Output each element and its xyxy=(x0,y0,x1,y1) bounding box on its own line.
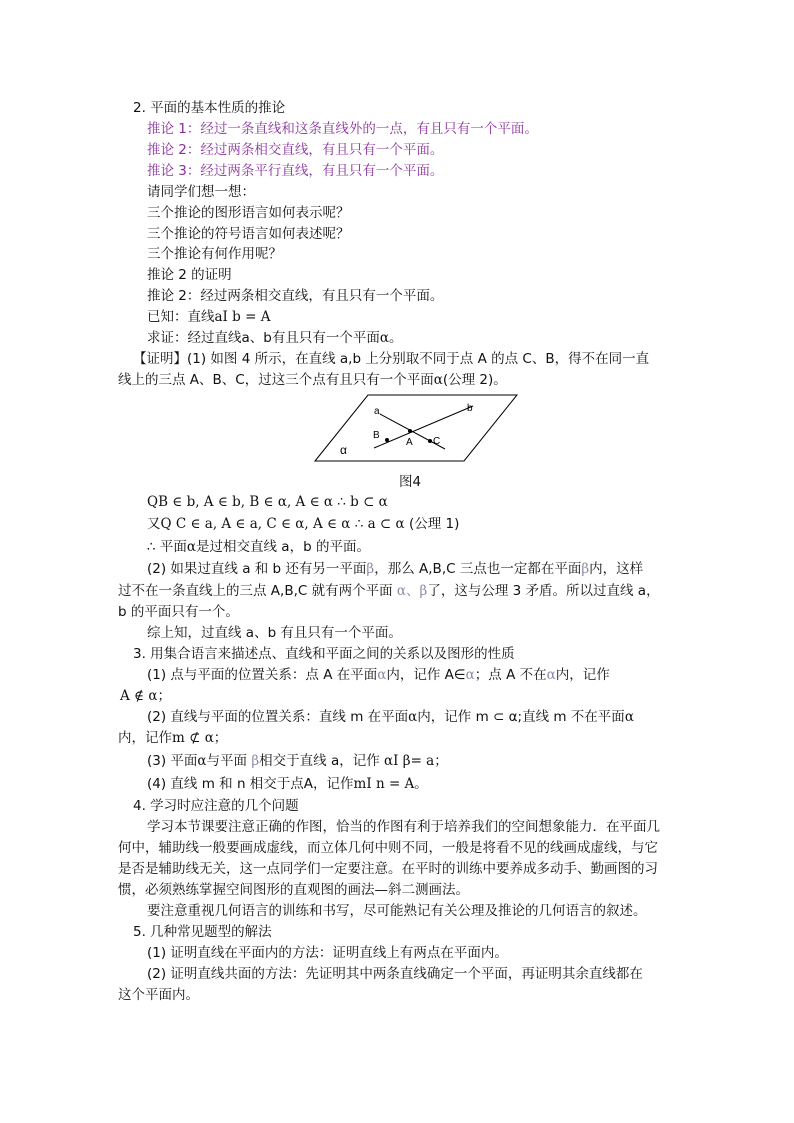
proof-part-2-line-1 xyxy=(147,560,643,579)
beta-symbol: β xyxy=(419,583,428,599)
section-4-line-3: 是否是辅助线无关，这一点同学们一定要注意。在平时的训练中要养成多动手、勤画图的习 xyxy=(118,861,658,877)
alpha-symbol: α xyxy=(377,667,387,683)
item-1-line-1 xyxy=(147,666,610,685)
formula-1: QB ∈ b, A ∈ b, B ∈ α, A ∈ α ∴ b ⊂ α xyxy=(147,494,388,510)
point-B xyxy=(385,438,389,442)
conclusion: 综上知，过直线 a、b 有且只有一个平面。 xyxy=(147,625,402,641)
item-2-c: 内，记作 xyxy=(118,730,172,746)
formula-3 xyxy=(147,538,370,557)
corollary-2: 推论 2：经过两条相交直线，有且只有一个平面。 xyxy=(147,142,444,158)
beta-symbol: β xyxy=(581,561,590,577)
label-C: C xyxy=(433,436,441,447)
alpha-symbol: α xyxy=(433,372,443,388)
section-4-heading: 4. 学习时应注意的几个问题 xyxy=(133,798,299,814)
figure-caption: 图4 xyxy=(399,474,422,490)
section-5-line-2: (2) 证明直线共面的方法：先证明其中两条直线确定一个平面，再证明其余直线都在 xyxy=(147,966,643,982)
alpha-symbol: α xyxy=(624,709,634,725)
label-a: a xyxy=(374,406,380,417)
p2-text-c: 内，这样 xyxy=(589,561,644,577)
beta-symbol: β xyxy=(366,561,375,577)
formula-2-tail: (公理 1) xyxy=(408,516,460,532)
item-3-c: 相交于直线 a，记作 xyxy=(259,753,380,769)
item-2-a: (2) 直线与平面的位置关系：直线 m 在平面 xyxy=(147,709,409,725)
corollary-1: 推论 1：经过一条直线和这条直线外的一点，有且只有一个平面。 xyxy=(147,121,538,137)
item-4 xyxy=(147,775,428,794)
line-b xyxy=(374,406,473,448)
item-1-b: 内，记作 A∈ xyxy=(386,667,466,683)
question-3: 三个推论有何作用呢？ xyxy=(147,246,282,262)
section-2-heading: 2. 平面的基本性质的推论 xyxy=(133,100,286,116)
alpha-symbol: α xyxy=(465,667,475,683)
item-3-a: (3) 平面 xyxy=(147,753,198,769)
point-A xyxy=(408,429,412,433)
formula-2 xyxy=(147,515,459,534)
alpha-symbol: α xyxy=(546,667,556,683)
alpha-symbol: α xyxy=(186,539,197,555)
item-1-line-2: A ∉ α； xyxy=(120,688,171,704)
label-A: A xyxy=(406,437,413,448)
section-5-heading: 5. 几种常见题型的解法 xyxy=(133,924,272,940)
formula-2-expression: Q C ∈ a, A ∈ a, C ∈ α, A ∈ α ∴ a ⊂ α xyxy=(160,516,405,532)
formula-3-end: 是过相交直线 a，b 的平面。 xyxy=(196,539,370,555)
corollary-3: 推论 3：经过两条平行直线，有且只有一个平面。 xyxy=(147,163,444,179)
label-b: b xyxy=(467,403,473,414)
p2-text-d: 过不在一条直线上的三点 A,B,C 就有两个平面 xyxy=(118,583,393,599)
label-alpha: α xyxy=(340,443,347,457)
prove-end: 。 xyxy=(388,330,403,346)
p2-text-a: (2) 如果过直线 a 和 b 还有另一平面 xyxy=(147,561,367,577)
item-4-end: 。 xyxy=(414,776,428,792)
question-1: 三个推论的图形语言如何表示呢？ xyxy=(147,205,350,221)
alpha-symbol: α xyxy=(379,330,389,346)
figure-4-diagram xyxy=(310,392,522,464)
alpha-symbol: α xyxy=(197,753,207,769)
formula-2-lead: 又 xyxy=(147,516,161,532)
point-C xyxy=(428,439,432,443)
given-expression: aI b = A xyxy=(214,309,271,325)
section-3-heading: 3. 用集合语言来描述点、直线和平面之间的关系以及图形的性质 xyxy=(133,646,515,662)
item-2-line-1 xyxy=(147,708,634,727)
section-4-line-1: 学习本节课要注意正确的作图，恰当的作图有利于培养我们的空间想象能力．在平面几 xyxy=(147,819,660,835)
p2-text-f: 了，这与公理 3 矛盾。所以过直线 a， xyxy=(427,583,660,599)
proof-paragraph-line-2 xyxy=(118,371,507,390)
item-1-c: ；点 A 不在 xyxy=(474,667,547,683)
item-3-expression: αI β= a xyxy=(384,753,435,769)
item-2-b: 内，记作 m ⊂ α;直线 m 不在平面 xyxy=(417,709,625,725)
section-5-line-3: 这个平面内。 xyxy=(118,987,199,1003)
item-1-a: (1) 点与平面的位置关系：点 A 在平面 xyxy=(147,667,378,683)
proof-text: 线上的三点 A、B、C，过这三个点有且只有一个平面 xyxy=(118,372,434,388)
prove-line xyxy=(147,329,402,348)
given-line xyxy=(147,308,270,327)
prove-label: 求证：经过直线a、b有且只有一个平面 xyxy=(147,330,380,346)
item-4-a: (4) 直线 m 和 n 相交于点A，记作 xyxy=(147,776,354,792)
item-2-expression: m ⊄ α； xyxy=(172,730,228,746)
label-B: B xyxy=(373,430,380,441)
p2-separator: 、 xyxy=(406,583,420,599)
question-2: 三个推论的符号语言如何表述呢？ xyxy=(147,226,350,242)
proof-part-2-line-3: b 的平面只有一个。 xyxy=(118,604,239,620)
proof-part-2-line-2 xyxy=(118,582,660,601)
formula-3-start: ∴ 平面 xyxy=(147,539,187,555)
corollary-2-repeat: 推论 2：经过两条相交直线，有且只有一个平面。 xyxy=(147,288,444,304)
beta-symbol: β xyxy=(251,753,260,769)
proof-ref: (公理 2)。 xyxy=(442,372,507,388)
proof-paragraph-line-1: 【证明】(1) 如图 4 所示，在直线 a,b 上分别取不同于点 A 的点 C、B，得不在同一直 xyxy=(133,351,650,367)
item-2-line-2 xyxy=(118,729,227,748)
item-3-end: ； xyxy=(434,753,448,769)
item-4-expression: mI n = A xyxy=(353,776,415,792)
p2-text-b: ，那么 A,B,C 三点也一定都在平面 xyxy=(374,561,582,577)
item-3 xyxy=(147,752,448,771)
given-label: 已知：直线 xyxy=(147,309,215,325)
think-prompt: 请同学们想一想： xyxy=(147,184,255,200)
section-5-line-1: (1) 证明直线在平面内的方法：证明直线上有两点在平面内。 xyxy=(147,945,508,961)
section-4-line-4: 惯，必须熟练掌握空间图形的直观图的画法—斜二测画法。 xyxy=(118,882,469,898)
item-1-d: 内，记作 xyxy=(555,667,610,683)
section-4-line-5: 要注意重视几何语言的训练和书写，尽可能熟记有关公理及推论的几何语言的叙述。 xyxy=(147,903,647,919)
alpha-symbol: α xyxy=(396,583,407,599)
item-3-b: 与平面 xyxy=(206,753,248,769)
proof-title: 推论 2 的证明 xyxy=(147,267,232,283)
section-4-line-2: 何中，辅助线一般要画成虚线，而立体几何中则不同，一般是将看不见的线画成虚线，与它 xyxy=(118,840,658,856)
alpha-symbol: α xyxy=(408,709,418,725)
